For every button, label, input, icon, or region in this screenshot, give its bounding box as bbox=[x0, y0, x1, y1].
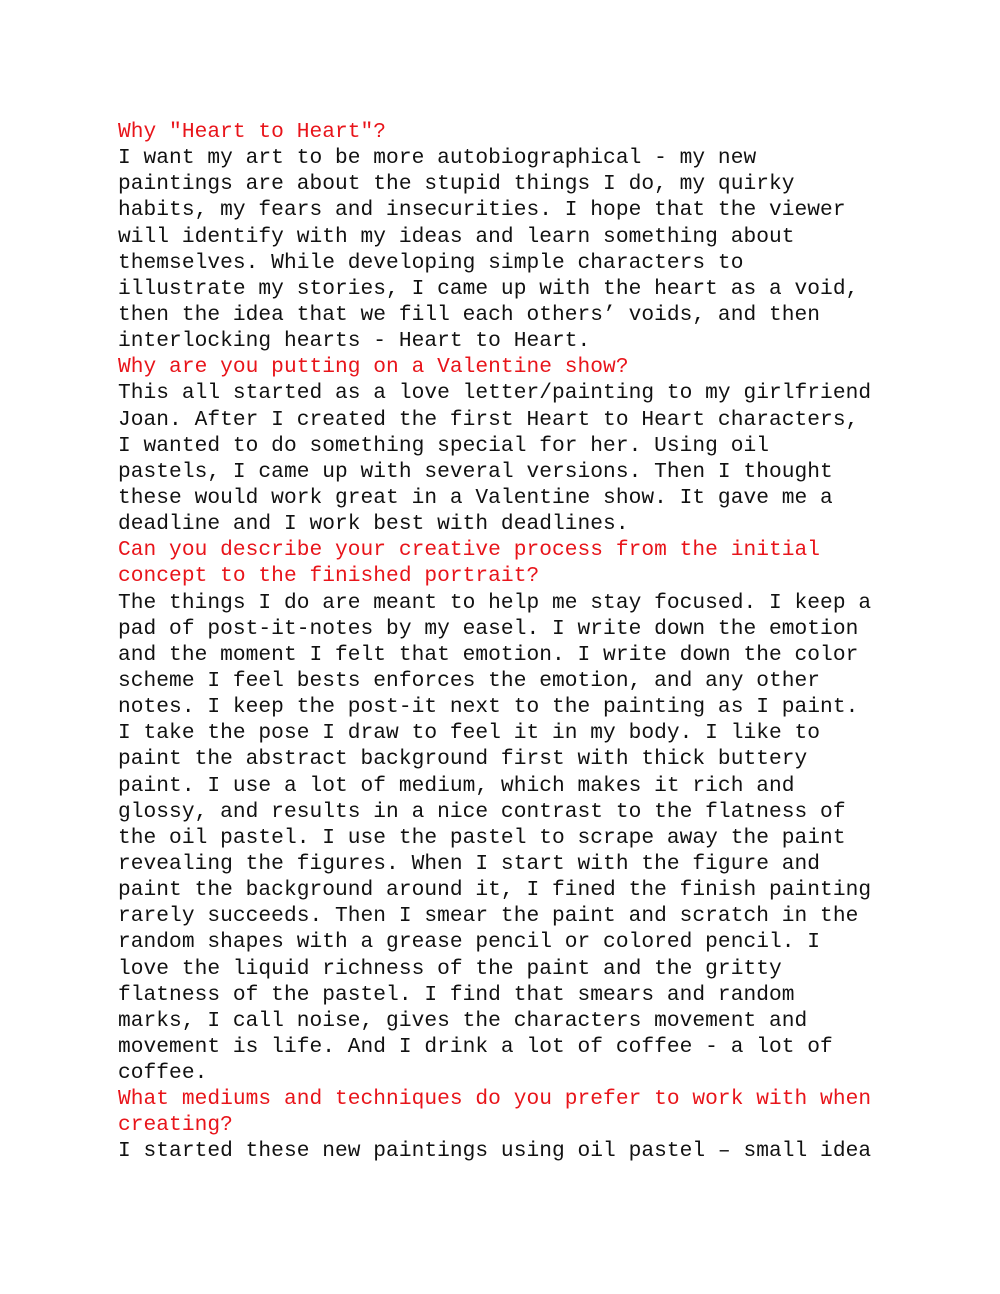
answer-line: paint the abstract background first with thick buttery bbox=[118, 747, 808, 772]
answer-line: and the moment I felt that emotion. I write down the color bbox=[118, 642, 859, 667]
answer-line: paint the background around it, I fined the finish painting bbox=[118, 878, 872, 903]
answer-line: these would work great in a Valentine show. It gave me a bbox=[118, 485, 833, 510]
answer-line: pad of post-it-notes by my easel. I write down the emotion bbox=[118, 616, 859, 641]
question-line: Why "Heart to Heart"? bbox=[118, 120, 387, 144]
answer-line: I take the pose I draw to feel it in my body. I like to bbox=[118, 721, 821, 746]
answer-line: coffee. bbox=[118, 1061, 208, 1086]
answer-line: pastels, I came up with several versions. Then I thought bbox=[118, 459, 833, 484]
answer-line: the oil pastel. I use the pastel to scrape away the paint bbox=[118, 825, 846, 850]
answer-line: flatness of the pastel. I find that smears and random bbox=[118, 982, 795, 1007]
answer-line: The things I do are meant to help me stay focused. I keep a bbox=[118, 590, 872, 615]
answer-line: I wanted to do something special for her. Using oil bbox=[118, 433, 769, 458]
interview-document bbox=[118, 119, 978, 1165]
answer-line: paintings are about the stupid things I do, my quirky bbox=[118, 172, 795, 197]
answer-line: movement is life. And I drink a lot of coffee - a lot of bbox=[118, 1034, 833, 1059]
answer-line: scheme I feel bests enforces the emotion, and any other bbox=[118, 668, 821, 693]
answer-line: This all started as a love letter/painting to my girlfriend bbox=[118, 381, 872, 406]
question-line: What mediums and techniques do you prefer to work with when bbox=[118, 1087, 872, 1112]
answer-line: Joan. After I created the first Heart to Heart characters, bbox=[118, 407, 859, 432]
answer-line: habits, my fears and insecurities. I hope that the viewer bbox=[118, 198, 846, 223]
answer-line: notes. I keep the post-it next to the painting as I paint. bbox=[118, 695, 859, 720]
answer-block bbox=[118, 380, 978, 537]
question-block bbox=[118, 119, 978, 145]
question-block bbox=[118, 537, 978, 589]
answer-line: love the liquid richness of the paint and the gritty bbox=[118, 956, 782, 981]
question-line: concept to the finished portrait? bbox=[118, 564, 540, 589]
answer-line: paint. I use a lot of medium, which makes it rich and bbox=[118, 773, 795, 798]
answer-line: I started these new paintings using oil pastel – small idea bbox=[118, 1139, 872, 1164]
answer-line: deadline and I work best with deadlines. bbox=[118, 512, 629, 537]
answer-line: themselves. While developing simple characters to bbox=[118, 250, 744, 275]
answer-line: random shapes with a grease pencil or colored pencil. I bbox=[118, 930, 821, 955]
question-block bbox=[118, 1086, 978, 1138]
answer-block bbox=[118, 145, 978, 354]
answer-line: marks, I call noise, gives the characters movement and bbox=[118, 1008, 808, 1033]
question-line: Why are you putting on a Valentine show? bbox=[118, 355, 629, 380]
question-line: creating? bbox=[118, 1113, 233, 1138]
answer-line: interlocking hearts - Heart to Heart. bbox=[118, 329, 591, 354]
answer-line: revealing the figures. When I start with the figure and bbox=[118, 851, 821, 876]
answer-line: rarely succeeds. Then I smear the paint and scratch in the bbox=[118, 904, 859, 929]
answer-line: I want my art to be more autobiographical - my new bbox=[118, 146, 757, 171]
answer-line: will identify with my ideas and learn something about bbox=[118, 224, 795, 249]
answer-line: illustrate my stories, I came up with the heart as a void, bbox=[118, 276, 859, 301]
question-block bbox=[118, 354, 978, 380]
answer-line: glossy, and results in a nice contrast to the flatness of bbox=[118, 799, 846, 824]
answer-block bbox=[118, 1138, 978, 1164]
answer-block bbox=[118, 590, 978, 1087]
question-line: Can you describe your creative process from the initial bbox=[118, 538, 821, 563]
answer-line: then the idea that we fill each others’ voids, and then bbox=[118, 302, 821, 327]
